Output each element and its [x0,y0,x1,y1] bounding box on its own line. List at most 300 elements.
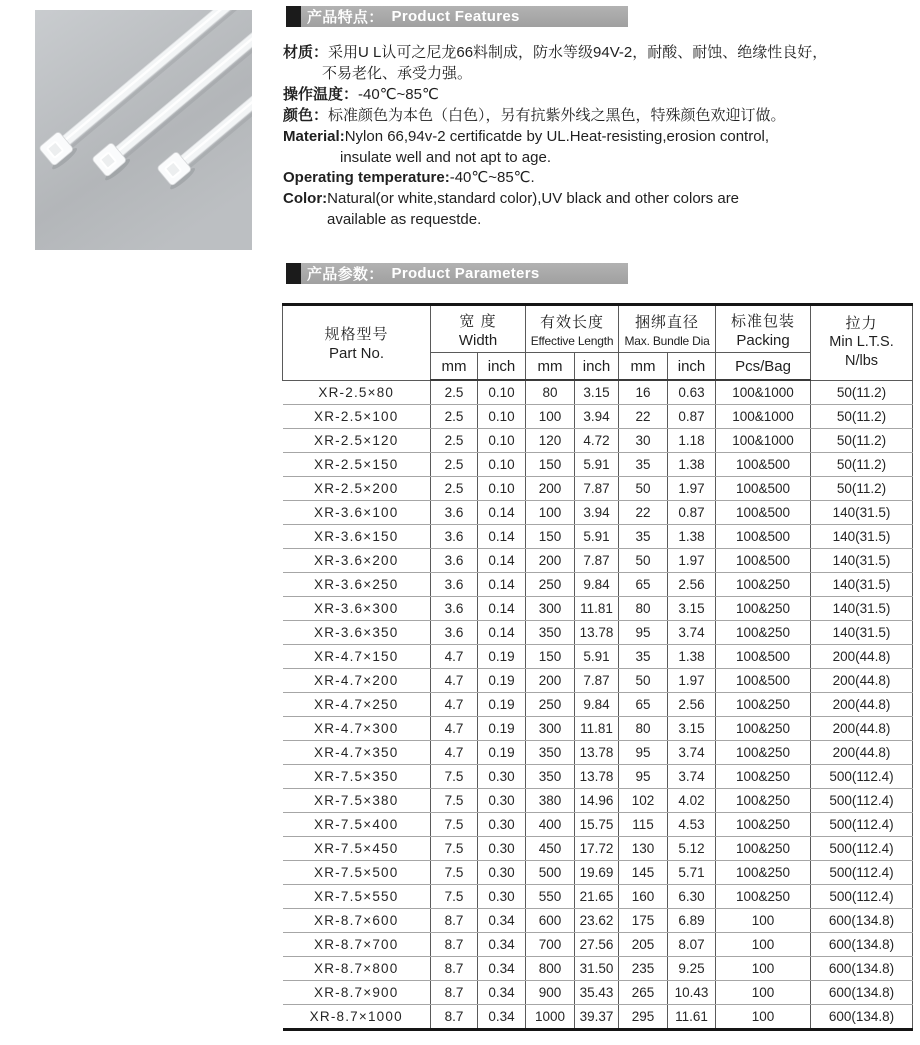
cell-packing: 100&500 [716,501,811,525]
col-header-min-lts-zh: 拉力 [845,315,878,333]
cell-width-inch: 0.14 [478,597,526,621]
feature-line-text: Natural(or white,standard color),UV black and other colors are [327,190,740,208]
feature-line [283,64,915,85]
cell-min-lts: 600(134.8) [811,933,913,957]
col-header-min-lts-en: Min L.T.S. [829,334,894,351]
col-header-bundle-dia-en: Max. Bundle Dia [624,333,710,348]
cell-length-inch: 5.91 [575,645,619,669]
cell-length-mm: 700 [526,933,575,957]
cell-bundle-mm: 22 [619,501,668,525]
cell-width-mm: 3.6 [431,501,478,525]
col-subheader-bundle-inch: inch [668,353,716,381]
cell-bundle-inch: 3.74 [668,765,716,789]
cell-part-no: XR-7.5×400 [283,813,431,837]
cell-length-inch: 13.78 [575,621,619,645]
cell-bundle-inch: 4.02 [668,789,716,813]
cell-part-no: XR-3.6×150 [283,525,431,549]
cell-width-mm: 3.6 [431,597,478,621]
cell-bundle-inch: 5.71 [668,861,716,885]
cell-part-no: XR-2.5×120 [283,429,431,453]
table-row [283,693,913,717]
cell-width-inch: 0.30 [478,813,526,837]
table-row [283,453,913,477]
cell-bundle-inch: 1.97 [668,669,716,693]
cell-width-inch: 0.19 [478,669,526,693]
cell-length-mm: 80 [526,380,575,405]
table-row [283,501,913,525]
cell-width-mm: 3.6 [431,621,478,645]
cell-length-mm: 500 [526,861,575,885]
cell-length-mm: 550 [526,885,575,909]
cell-length-mm: 1000 [526,1005,575,1030]
cell-width-inch: 0.30 [478,861,526,885]
feature-line [283,148,915,169]
cell-width-inch: 0.10 [478,380,526,405]
col-subheader-length-inch: inch [575,353,619,381]
cell-packing: 100&250 [716,813,811,837]
cell-length-inch: 23.62 [575,909,619,933]
cell-length-mm: 450 [526,837,575,861]
cell-packing: 100&250 [716,861,811,885]
cell-width-mm: 3.6 [431,549,478,573]
cell-width-inch: 0.30 [478,885,526,909]
cell-min-lts: 50(11.2) [811,453,913,477]
cell-part-no: XR-3.6×350 [283,621,431,645]
cell-width-inch: 0.30 [478,837,526,861]
cell-packing: 100 [716,981,811,1005]
cell-bundle-mm: 16 [619,380,668,405]
cell-min-lts: 140(31.5) [811,597,913,621]
cell-width-mm: 7.5 [431,885,478,909]
cell-width-mm: 4.7 [431,693,478,717]
cell-min-lts: 50(11.2) [811,429,913,453]
cell-packing: 100 [716,909,811,933]
cell-width-mm: 4.7 [431,717,478,741]
cell-width-mm: 2.5 [431,429,478,453]
cell-length-inch: 14.96 [575,789,619,813]
black-square-marker [286,263,301,284]
feature-line [283,85,915,106]
cell-width-mm: 4.7 [431,645,478,669]
cell-bundle-inch: 0.87 [668,501,716,525]
cable-ties-illustration [35,10,252,250]
cell-length-mm: 800 [526,957,575,981]
cell-length-inch: 15.75 [575,813,619,837]
cell-packing: 100&1000 [716,429,811,453]
cell-length-inch: 35.43 [575,981,619,1005]
cell-width-mm: 7.5 [431,861,478,885]
cell-length-inch: 39.37 [575,1005,619,1030]
table-row [283,957,913,981]
cell-width-inch: 0.14 [478,621,526,645]
feature-line-text: 采用U L认可之尼龙66料制成，防水等级94V-2，耐酸、耐蚀、绝缘性良好， [328,44,828,61]
product-photo [35,10,252,250]
cell-min-lts: 500(112.4) [811,861,913,885]
cell-bundle-mm: 102 [619,789,668,813]
cell-min-lts: 600(134.8) [811,981,913,1005]
cell-packing: 100&250 [716,597,811,621]
table-row [283,933,913,957]
col-header-part-no [283,305,431,381]
cell-bundle-inch: 1.38 [668,453,716,477]
cell-width-mm: 2.5 [431,405,478,429]
cell-part-no: XR-8.7×1000 [283,1005,431,1030]
cell-min-lts: 500(112.4) [811,813,913,837]
cell-part-no: XR-7.5×350 [283,765,431,789]
cell-bundle-inch: 1.97 [668,549,716,573]
feature-line [283,189,915,210]
cell-packing: 100&500 [716,549,811,573]
cell-width-mm: 8.7 [431,957,478,981]
feature-line-text: 不易老化、承受力强。 [322,64,473,82]
table-row [283,669,913,693]
cell-length-mm: 250 [526,573,575,597]
parameters-section-header [286,263,628,284]
cell-bundle-mm: 22 [619,405,668,429]
cell-width-inch: 0.19 [478,645,526,669]
cell-packing: 100&250 [716,717,811,741]
table-row [283,861,913,885]
cell-min-lts: 140(31.5) [811,501,913,525]
cell-bundle-inch: 11.61 [668,1005,716,1030]
cell-part-no: XR-8.7×600 [283,909,431,933]
cell-length-mm: 300 [526,717,575,741]
cell-min-lts: 140(31.5) [811,621,913,645]
cell-bundle-inch: 1.38 [668,525,716,549]
cell-width-inch: 0.34 [478,981,526,1005]
cell-length-inch: 7.87 [575,477,619,501]
cell-length-inch: 17.72 [575,837,619,861]
col-subheader-length-mm: mm [526,353,575,381]
feature-line [283,127,915,148]
cell-packing: 100&250 [716,837,811,861]
feature-line [283,43,915,64]
cell-width-inch: 0.34 [478,933,526,957]
parameters-table [282,303,913,1031]
cell-bundle-inch: 2.56 [668,573,716,597]
cell-part-no: XR-4.7×350 [283,741,431,765]
cell-bundle-inch: 1.38 [668,645,716,669]
cell-bundle-mm: 95 [619,741,668,765]
cell-part-no: XR-2.5×100 [283,405,431,429]
cell-packing: 100&250 [716,765,811,789]
feature-line [283,106,915,127]
cell-min-lts: 140(31.5) [811,573,913,597]
cell-bundle-mm: 235 [619,957,668,981]
black-square-marker [286,6,301,27]
cell-part-no: XR-3.6×250 [283,573,431,597]
cell-min-lts: 140(31.5) [811,549,913,573]
cell-bundle-mm: 65 [619,573,668,597]
cell-bundle-mm: 160 [619,885,668,909]
cell-length-inch: 7.87 [575,669,619,693]
cell-length-mm: 100 [526,501,575,525]
cell-bundle-mm: 35 [619,525,668,549]
col-header-width-en: Width [458,331,498,349]
cell-packing: 100&500 [716,477,811,501]
cell-length-mm: 250 [526,693,575,717]
cell-part-no: XR-2.5×150 [283,453,431,477]
cell-part-no: XR-7.5×380 [283,789,431,813]
cell-length-inch: 11.81 [575,597,619,621]
features-header-zh: 产品特点： [307,9,384,26]
cell-min-lts: 500(112.4) [811,789,913,813]
cell-min-lts: 200(44.8) [811,717,913,741]
cell-min-lts: 50(11.2) [811,477,913,501]
cell-width-inch: 0.10 [478,405,526,429]
cell-length-inch: 13.78 [575,741,619,765]
table-row [283,477,913,501]
cell-bundle-mm: 50 [619,477,668,501]
cell-width-inch: 0.34 [478,1005,526,1030]
table-row [283,380,913,405]
cell-length-mm: 300 [526,597,575,621]
cell-length-mm: 200 [526,477,575,501]
cell-length-mm: 900 [526,981,575,1005]
cell-packing: 100&500 [716,669,811,693]
feature-line [283,210,915,231]
feature-line-label: Operating temperature: [283,169,450,187]
cell-width-inch: 0.19 [478,717,526,741]
cell-bundle-mm: 80 [619,717,668,741]
cell-length-mm: 120 [526,429,575,453]
cell-min-lts: 500(112.4) [811,837,913,861]
cell-bundle-inch: 3.74 [668,621,716,645]
table-row [283,525,913,549]
cell-part-no: XR-8.7×900 [283,981,431,1005]
cell-bundle-inch: 6.89 [668,909,716,933]
parameters-table-body [283,380,913,1030]
table-row [283,429,913,453]
cell-length-inch: 31.50 [575,957,619,981]
cell-length-mm: 200 [526,549,575,573]
cell-part-no: XR-7.5×550 [283,885,431,909]
cell-width-inch: 0.34 [478,957,526,981]
cell-bundle-mm: 265 [619,981,668,1005]
table-row [283,405,913,429]
cell-min-lts: 200(44.8) [811,693,913,717]
cell-width-mm: 7.5 [431,789,478,813]
cell-width-mm: 3.6 [431,525,478,549]
cell-bundle-mm: 50 [619,669,668,693]
cell-width-mm: 3.6 [431,573,478,597]
cell-length-mm: 400 [526,813,575,837]
cell-width-mm: 4.7 [431,741,478,765]
cell-bundle-inch: 3.74 [668,741,716,765]
col-header-effective-length-zh: 有效长度 [540,313,605,331]
cell-packing: 100&250 [716,573,811,597]
cell-length-inch: 13.78 [575,765,619,789]
cell-bundle-inch: 1.97 [668,477,716,501]
cell-min-lts: 200(44.8) [811,669,913,693]
cell-min-lts: 600(134.8) [811,1005,913,1030]
feature-line [283,168,915,189]
cell-width-inch: 0.14 [478,573,526,597]
cell-bundle-mm: 175 [619,909,668,933]
cell-bundle-mm: 130 [619,837,668,861]
cell-bundle-inch: 3.15 [668,717,716,741]
col-header-bundle-dia [619,305,716,353]
cell-length-mm: 380 [526,789,575,813]
table-row [283,837,913,861]
cell-bundle-mm: 80 [619,597,668,621]
cell-packing: 100&500 [716,645,811,669]
cell-packing: 100&250 [716,621,811,645]
cell-part-no: XR-2.5×80 [283,380,431,405]
cell-part-no: XR-3.6×100 [283,501,431,525]
cell-packing: 100&1000 [716,380,811,405]
col-header-width-zh: 宽 度 [459,312,497,330]
col-header-effective-length-en: Effective Length [530,333,614,348]
feature-line-label: 材质： [283,44,329,61]
col-header-packing-en: Packing [736,331,790,349]
feature-line-label: Color: [283,190,328,208]
cell-length-mm: 150 [526,453,575,477]
cell-min-lts: 140(31.5) [811,525,913,549]
cell-width-mm: 7.5 [431,813,478,837]
feature-line-text: 标准颜色为本色（白色），另有抗紫外线之黑色，特殊颜色欢迎订做。 [328,106,786,124]
cell-packing: 100&250 [716,693,811,717]
col-subheader-bundle-mm: mm [619,353,668,381]
col-header-effective-length [526,305,619,353]
features-header-en: Product Features [391,8,520,25]
cell-bundle-inch: 0.63 [668,380,716,405]
cell-width-mm: 8.7 [431,909,478,933]
cell-part-no: XR-4.7×250 [283,693,431,717]
cell-width-mm: 8.7 [431,1005,478,1030]
table-row [283,765,913,789]
cell-bundle-mm: 145 [619,861,668,885]
cell-part-no: XR-7.5×500 [283,861,431,885]
cell-min-lts: 50(11.2) [811,405,913,429]
cell-bundle-inch: 4.53 [668,813,716,837]
table-row [283,813,913,837]
cell-bundle-inch: 1.18 [668,429,716,453]
cell-part-no: XR-4.7×200 [283,669,431,693]
table-row [283,717,913,741]
table-row [283,1005,913,1030]
cell-packing: 100&500 [716,525,811,549]
cell-width-mm: 8.7 [431,933,478,957]
cell-width-inch: 0.30 [478,765,526,789]
cell-bundle-inch: 9.25 [668,957,716,981]
cell-part-no: XR-3.6×300 [283,597,431,621]
cell-packing: 100 [716,957,811,981]
cell-length-inch: 21.65 [575,885,619,909]
parameters-header-en: Product Parameters [391,265,540,282]
cell-bundle-mm: 95 [619,765,668,789]
cell-length-mm: 150 [526,525,575,549]
table-row [283,981,913,1005]
cell-length-inch: 5.91 [575,453,619,477]
feature-line-text: insulate well and not apt to age. [340,148,551,166]
cell-length-inch: 19.69 [575,861,619,885]
cell-bundle-mm: 50 [619,549,668,573]
cell-packing: 100&500 [716,453,811,477]
feature-line-text: Nylon 66,94v-2 certificatde by UL.Heat-resisting,erosion control, [344,127,770,145]
cell-bundle-mm: 95 [619,621,668,645]
cell-bundle-mm: 65 [619,693,668,717]
cell-width-mm: 7.5 [431,837,478,861]
cell-packing: 100&250 [716,789,811,813]
cell-bundle-mm: 295 [619,1005,668,1030]
cell-width-inch: 0.10 [478,477,526,501]
cell-bundle-inch: 6.30 [668,885,716,909]
col-header-width [431,305,526,353]
cell-width-mm: 2.5 [431,477,478,501]
table-row [283,909,913,933]
col-subheader-width-inch: inch [478,353,526,381]
cell-bundle-inch: 5.12 [668,837,716,861]
cell-length-mm: 350 [526,621,575,645]
cell-min-lts: 50(11.2) [811,380,913,405]
cell-length-mm: 350 [526,741,575,765]
cell-part-no: XR-8.7×800 [283,957,431,981]
cell-length-inch: 9.84 [575,573,619,597]
cell-length-inch: 11.81 [575,717,619,741]
col-header-packing-zh: 标准包装 [731,312,796,330]
cell-width-inch: 0.19 [478,741,526,765]
cell-width-inch: 0.14 [478,525,526,549]
cell-packing: 100 [716,1005,811,1030]
cell-part-no: XR-2.5×200 [283,477,431,501]
cell-part-no: XR-7.5×450 [283,837,431,861]
cell-length-mm: 100 [526,405,575,429]
cell-length-mm: 350 [526,765,575,789]
feature-line-label: 颜色： [283,106,329,124]
cell-width-mm: 7.5 [431,765,478,789]
feature-line-text: -40℃~85℃ [358,85,439,103]
cell-width-inch: 0.10 [478,453,526,477]
cell-length-inch: 27.56 [575,933,619,957]
cell-min-lts: 600(134.8) [811,957,913,981]
cell-width-mm: 2.5 [431,380,478,405]
cell-bundle-mm: 30 [619,429,668,453]
cell-width-mm: 2.5 [431,453,478,477]
feature-line-label: Material: [283,127,345,145]
cell-bundle-mm: 35 [619,453,668,477]
cell-bundle-inch: 0.87 [668,405,716,429]
col-header-bundle-dia-zh: 捆绑直径 [635,313,700,331]
table-row [283,645,913,669]
cell-length-inch: 5.91 [575,525,619,549]
cell-bundle-mm: 205 [619,933,668,957]
col-header-packing [716,305,811,353]
cell-width-mm: 4.7 [431,669,478,693]
cell-min-lts: 600(134.8) [811,909,913,933]
col-header-min-lts-unit: N/lbs [845,353,879,370]
cell-bundle-mm: 35 [619,645,668,669]
cell-part-no: XR-3.6×200 [283,549,431,573]
feature-line-text: -40℃~85℃. [449,169,535,187]
cell-packing: 100&250 [716,885,811,909]
cell-bundle-inch: 3.15 [668,597,716,621]
cell-length-inch: 7.87 [575,549,619,573]
cell-length-mm: 600 [526,909,575,933]
cell-width-inch: 0.14 [478,549,526,573]
cell-length-inch: 3.15 [575,380,619,405]
cell-bundle-mm: 115 [619,813,668,837]
cell-part-no: XR-4.7×300 [283,717,431,741]
table-row [283,621,913,645]
col-subheader-packing-unit: Pcs/Bag [716,353,811,381]
cell-length-inch: 4.72 [575,429,619,453]
cell-min-lts: 200(44.8) [811,645,913,669]
col-header-min-lts [811,305,913,381]
table-row [283,573,913,597]
cell-width-inch: 0.30 [478,789,526,813]
cell-length-mm: 150 [526,645,575,669]
